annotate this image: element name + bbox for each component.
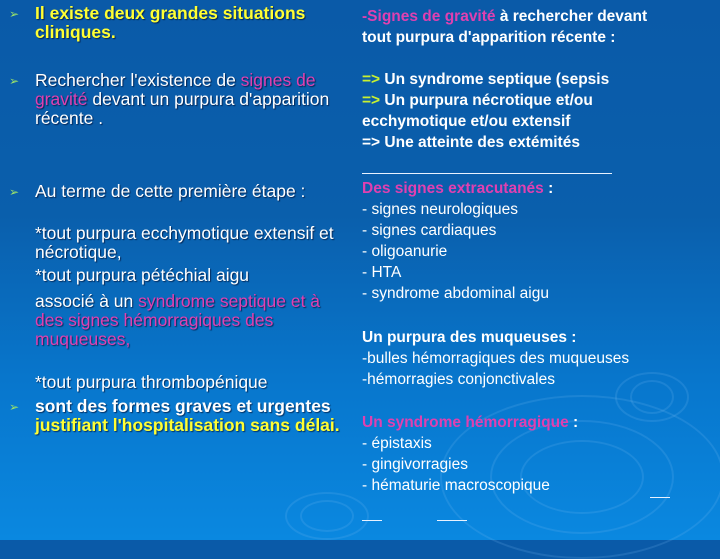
list-item: - syndrome abdominal aigu [362,285,549,302]
list-item: - signes neurologiques [362,201,518,218]
list-item: -hémorragies conjonctivales [362,371,555,388]
list-item: - épistaxis [362,435,432,452]
extracutanes-title: Des signes extracutanés : [362,180,554,197]
bullet-text: Au terme de cette première étape : [35,181,306,201]
arrow-item-necrotique: => Un purpura nécrotique et/ou [362,92,593,109]
underscore-mark [437,520,467,521]
item-associe: associé à un syndrome septique et à des signes hémorragiques des muqueuses, [35,291,321,349]
hemorragique-title: Un syndrome hémorragique : [362,414,579,431]
arrowhead-bullet-icon: ➢ [9,7,20,21]
list-item: - oligoanurie [362,243,448,260]
bullet-text: sont des formes graves et urgentes justifiant l'hospitalisation sans délai. [35,396,340,435]
gravity-heading: -Signes de gravité à rechercher devant [362,8,648,25]
item-petechial: *tout purpura pétéchial aigu [35,265,250,285]
arrow-item-extremites: => Une atteinte des extémités [362,134,580,151]
list-item: - gingivorragies [362,456,468,473]
underscore-mark [362,520,382,521]
list-item: -bulles hémorragiques des muqueuses [362,350,630,367]
underscore-mark [650,497,670,498]
muqueuses-title: Un purpura des muqueuses : [362,329,577,346]
item-ecchymotique: *tout purpura ecchymotique extensif et nécrotique, [35,223,334,262]
separator-line [362,173,612,174]
bullet-text: Il existe deux grandes situations cliniques. [35,3,306,42]
list-item: - HTA [362,264,402,281]
arrowhead-bullet-icon: ➢ [9,185,20,199]
arrow-item-septique: => Un syndrome septique (sepsis [362,71,610,88]
arrowhead-bullet-icon: ➢ [9,400,20,414]
item-thrombopenique: *tout purpura thrombopénique [35,372,268,392]
bullet-text: Rechercher l'existence de signes de gravité devant un purpura d'apparition récente . [35,70,330,128]
gravity-heading-line2: tout purpura d'apparition récente : [362,29,616,46]
arrow-item-ecchymotique: ecchymotique et/ou extensif [362,113,571,130]
arrowhead-bullet-icon: ➢ [9,74,20,88]
list-item: - hématurie macroscopique [362,477,550,494]
list-item: - signes cardiaques [362,222,497,239]
